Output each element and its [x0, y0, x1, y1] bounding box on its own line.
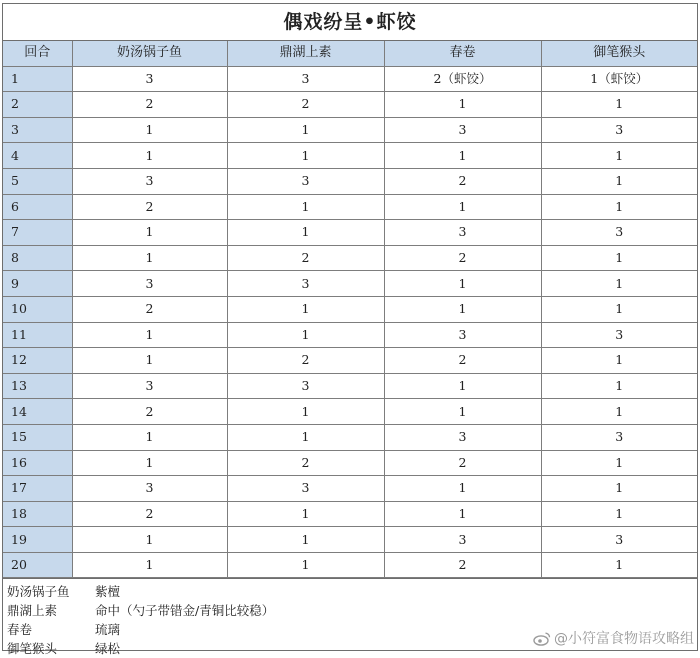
order-cell: 3: [72, 373, 227, 399]
order-cell: 3: [384, 117, 541, 143]
order-cell: 3: [541, 322, 697, 348]
order-cell: 1: [384, 194, 541, 220]
table-row: [3, 168, 697, 194]
order-cell: 3: [227, 271, 384, 297]
round-column-header: 回合: [3, 41, 72, 66]
order-cell: 1: [72, 322, 227, 348]
note-value: 紫檀: [95, 584, 121, 600]
table-row: [3, 552, 697, 578]
table-row: [3, 66, 697, 92]
round-number-cell: 3: [3, 117, 72, 143]
order-cell: 2: [384, 245, 541, 271]
order-cell: 1: [541, 552, 697, 578]
strategy-sheet: [2, 3, 698, 657]
round-number-cell: 12: [3, 348, 72, 374]
table-row: [3, 220, 697, 246]
order-cell: 1: [384, 399, 541, 425]
round-number-cell: 17: [3, 476, 72, 502]
order-cell: 1: [227, 296, 384, 322]
order-cell: 1: [72, 117, 227, 143]
order-cell: 2: [72, 92, 227, 118]
table-row: [3, 194, 697, 220]
order-cell: 1: [541, 476, 697, 502]
table-row: [3, 450, 697, 476]
rounds-table-body: [3, 66, 697, 578]
note-row: [7, 601, 697, 620]
order-cell: 3: [541, 424, 697, 450]
order-cell: 1: [227, 399, 384, 425]
order-cell: 2: [227, 92, 384, 118]
table-row: [3, 424, 697, 450]
order-cell: 1: [227, 322, 384, 348]
order-cell: 3: [384, 322, 541, 348]
round-number-cell: 20: [3, 552, 72, 578]
order-cell: 3: [384, 220, 541, 246]
order-cell: 3: [541, 220, 697, 246]
order-cell: 1: [72, 527, 227, 553]
order-cell: 3: [541, 117, 697, 143]
order-cell: 1: [72, 450, 227, 476]
dish-column-header: 御笔猴头: [541, 41, 697, 66]
watermark-text: @小符富食物语攻略组: [554, 631, 694, 647]
order-cell: 3: [384, 527, 541, 553]
page-title: 偶戏纷呈•虾饺: [3, 4, 697, 41]
order-cell: 1（虾饺）: [541, 66, 697, 92]
order-cell: 1: [541, 168, 697, 194]
order-cell: 2: [72, 194, 227, 220]
order-cell: 3: [384, 424, 541, 450]
note-dish: 春卷: [7, 622, 33, 638]
round-number-cell: 11: [3, 322, 72, 348]
order-cell: 1: [541, 194, 697, 220]
order-cell: 2（虾饺）: [384, 66, 541, 92]
order-cell: 2: [384, 348, 541, 374]
order-cell: 1: [541, 501, 697, 527]
order-cell: 1: [72, 348, 227, 374]
dish-column-header: 春卷: [384, 41, 541, 66]
order-cell: 1: [384, 373, 541, 399]
order-cell: 1: [227, 552, 384, 578]
order-cell: 1: [72, 424, 227, 450]
order-cell: 1: [541, 245, 697, 271]
order-cell: 1: [384, 476, 541, 502]
round-number-cell: 15: [3, 424, 72, 450]
note-dish: 奶汤锅子鱼: [7, 584, 70, 600]
order-cell: 1: [227, 143, 384, 169]
round-number-cell: 6: [3, 194, 72, 220]
rounds-table: [3, 41, 697, 578]
round-number-cell: 8: [3, 245, 72, 271]
order-cell: 3: [72, 271, 227, 297]
order-cell: 2: [384, 168, 541, 194]
watermark: [533, 628, 694, 648]
round-number-cell: 10: [3, 296, 72, 322]
order-cell: 1: [384, 271, 541, 297]
note-dish: 御笔猴头: [7, 641, 58, 657]
order-cell: 1: [541, 348, 697, 374]
order-cell: 3: [541, 527, 697, 553]
order-cell: 2: [72, 296, 227, 322]
order-cell: 1: [72, 552, 227, 578]
table-row: [3, 501, 697, 527]
order-cell: 3: [227, 168, 384, 194]
table-row: [3, 117, 697, 143]
table-row: [3, 271, 697, 297]
order-cell: 2: [227, 245, 384, 271]
order-cell: 1: [227, 424, 384, 450]
table-row: [3, 373, 697, 399]
order-cell: 2: [72, 399, 227, 425]
order-cell: 1: [541, 143, 697, 169]
order-cell: 1: [72, 220, 227, 246]
note-value: 绿松: [95, 641, 121, 657]
order-cell: 1: [227, 194, 384, 220]
order-cell: 1: [227, 117, 384, 143]
order-cell: 1: [541, 399, 697, 425]
order-cell: 3: [72, 168, 227, 194]
order-cell: 1: [227, 527, 384, 553]
order-cell: 2: [384, 450, 541, 476]
table-row: [3, 322, 697, 348]
table-row: [3, 296, 697, 322]
order-cell: 3: [72, 476, 227, 502]
order-cell: 1: [72, 143, 227, 169]
table-row: [3, 399, 697, 425]
order-cell: 3: [227, 373, 384, 399]
round-number-cell: 1: [3, 66, 72, 92]
order-cell: 2: [72, 501, 227, 527]
order-cell: 3: [227, 476, 384, 502]
round-number-cell: 5: [3, 168, 72, 194]
round-number-cell: 13: [3, 373, 72, 399]
order-cell: 1: [384, 296, 541, 322]
table-row: [3, 92, 697, 118]
table-row: [3, 348, 697, 374]
order-cell: 1: [384, 501, 541, 527]
order-cell: 1: [227, 220, 384, 246]
order-cell: 1: [541, 373, 697, 399]
order-cell: 1: [384, 143, 541, 169]
round-number-cell: 4: [3, 143, 72, 169]
round-number-cell: 14: [3, 399, 72, 425]
order-cell: 2: [227, 348, 384, 374]
dish-column-header: 鼎湖上素: [227, 41, 384, 66]
order-cell: 1: [541, 450, 697, 476]
round-number-cell: 19: [3, 527, 72, 553]
order-cell: 3: [227, 66, 384, 92]
round-number-cell: 2: [3, 92, 72, 118]
table-row: [3, 143, 697, 169]
round-number-cell: 16: [3, 450, 72, 476]
note-value: 命中（勺子带错金/青铜比较稳）: [95, 603, 275, 619]
note-row: [7, 582, 697, 601]
round-number-cell: 9: [3, 271, 72, 297]
round-number-cell: 18: [3, 501, 72, 527]
order-cell: 1: [541, 296, 697, 322]
order-cell: 1: [72, 245, 227, 271]
round-number-cell: 7: [3, 220, 72, 246]
weibo-icon: [533, 631, 551, 646]
order-cell: 1: [541, 92, 697, 118]
order-cell: 1: [384, 92, 541, 118]
dish-column-header: 奶汤锅子鱼: [72, 41, 227, 66]
table-header-row: [3, 41, 697, 66]
table-row: [3, 527, 697, 553]
order-cell: 1: [227, 501, 384, 527]
order-cell: 2: [384, 552, 541, 578]
order-cell: 3: [72, 66, 227, 92]
note-value: 琉璃: [95, 622, 121, 638]
table-row: [3, 245, 697, 271]
table-row: [3, 476, 697, 502]
order-cell: 2: [227, 450, 384, 476]
order-cell: 1: [541, 271, 697, 297]
note-dish: 鼎湖上素: [7, 603, 58, 619]
